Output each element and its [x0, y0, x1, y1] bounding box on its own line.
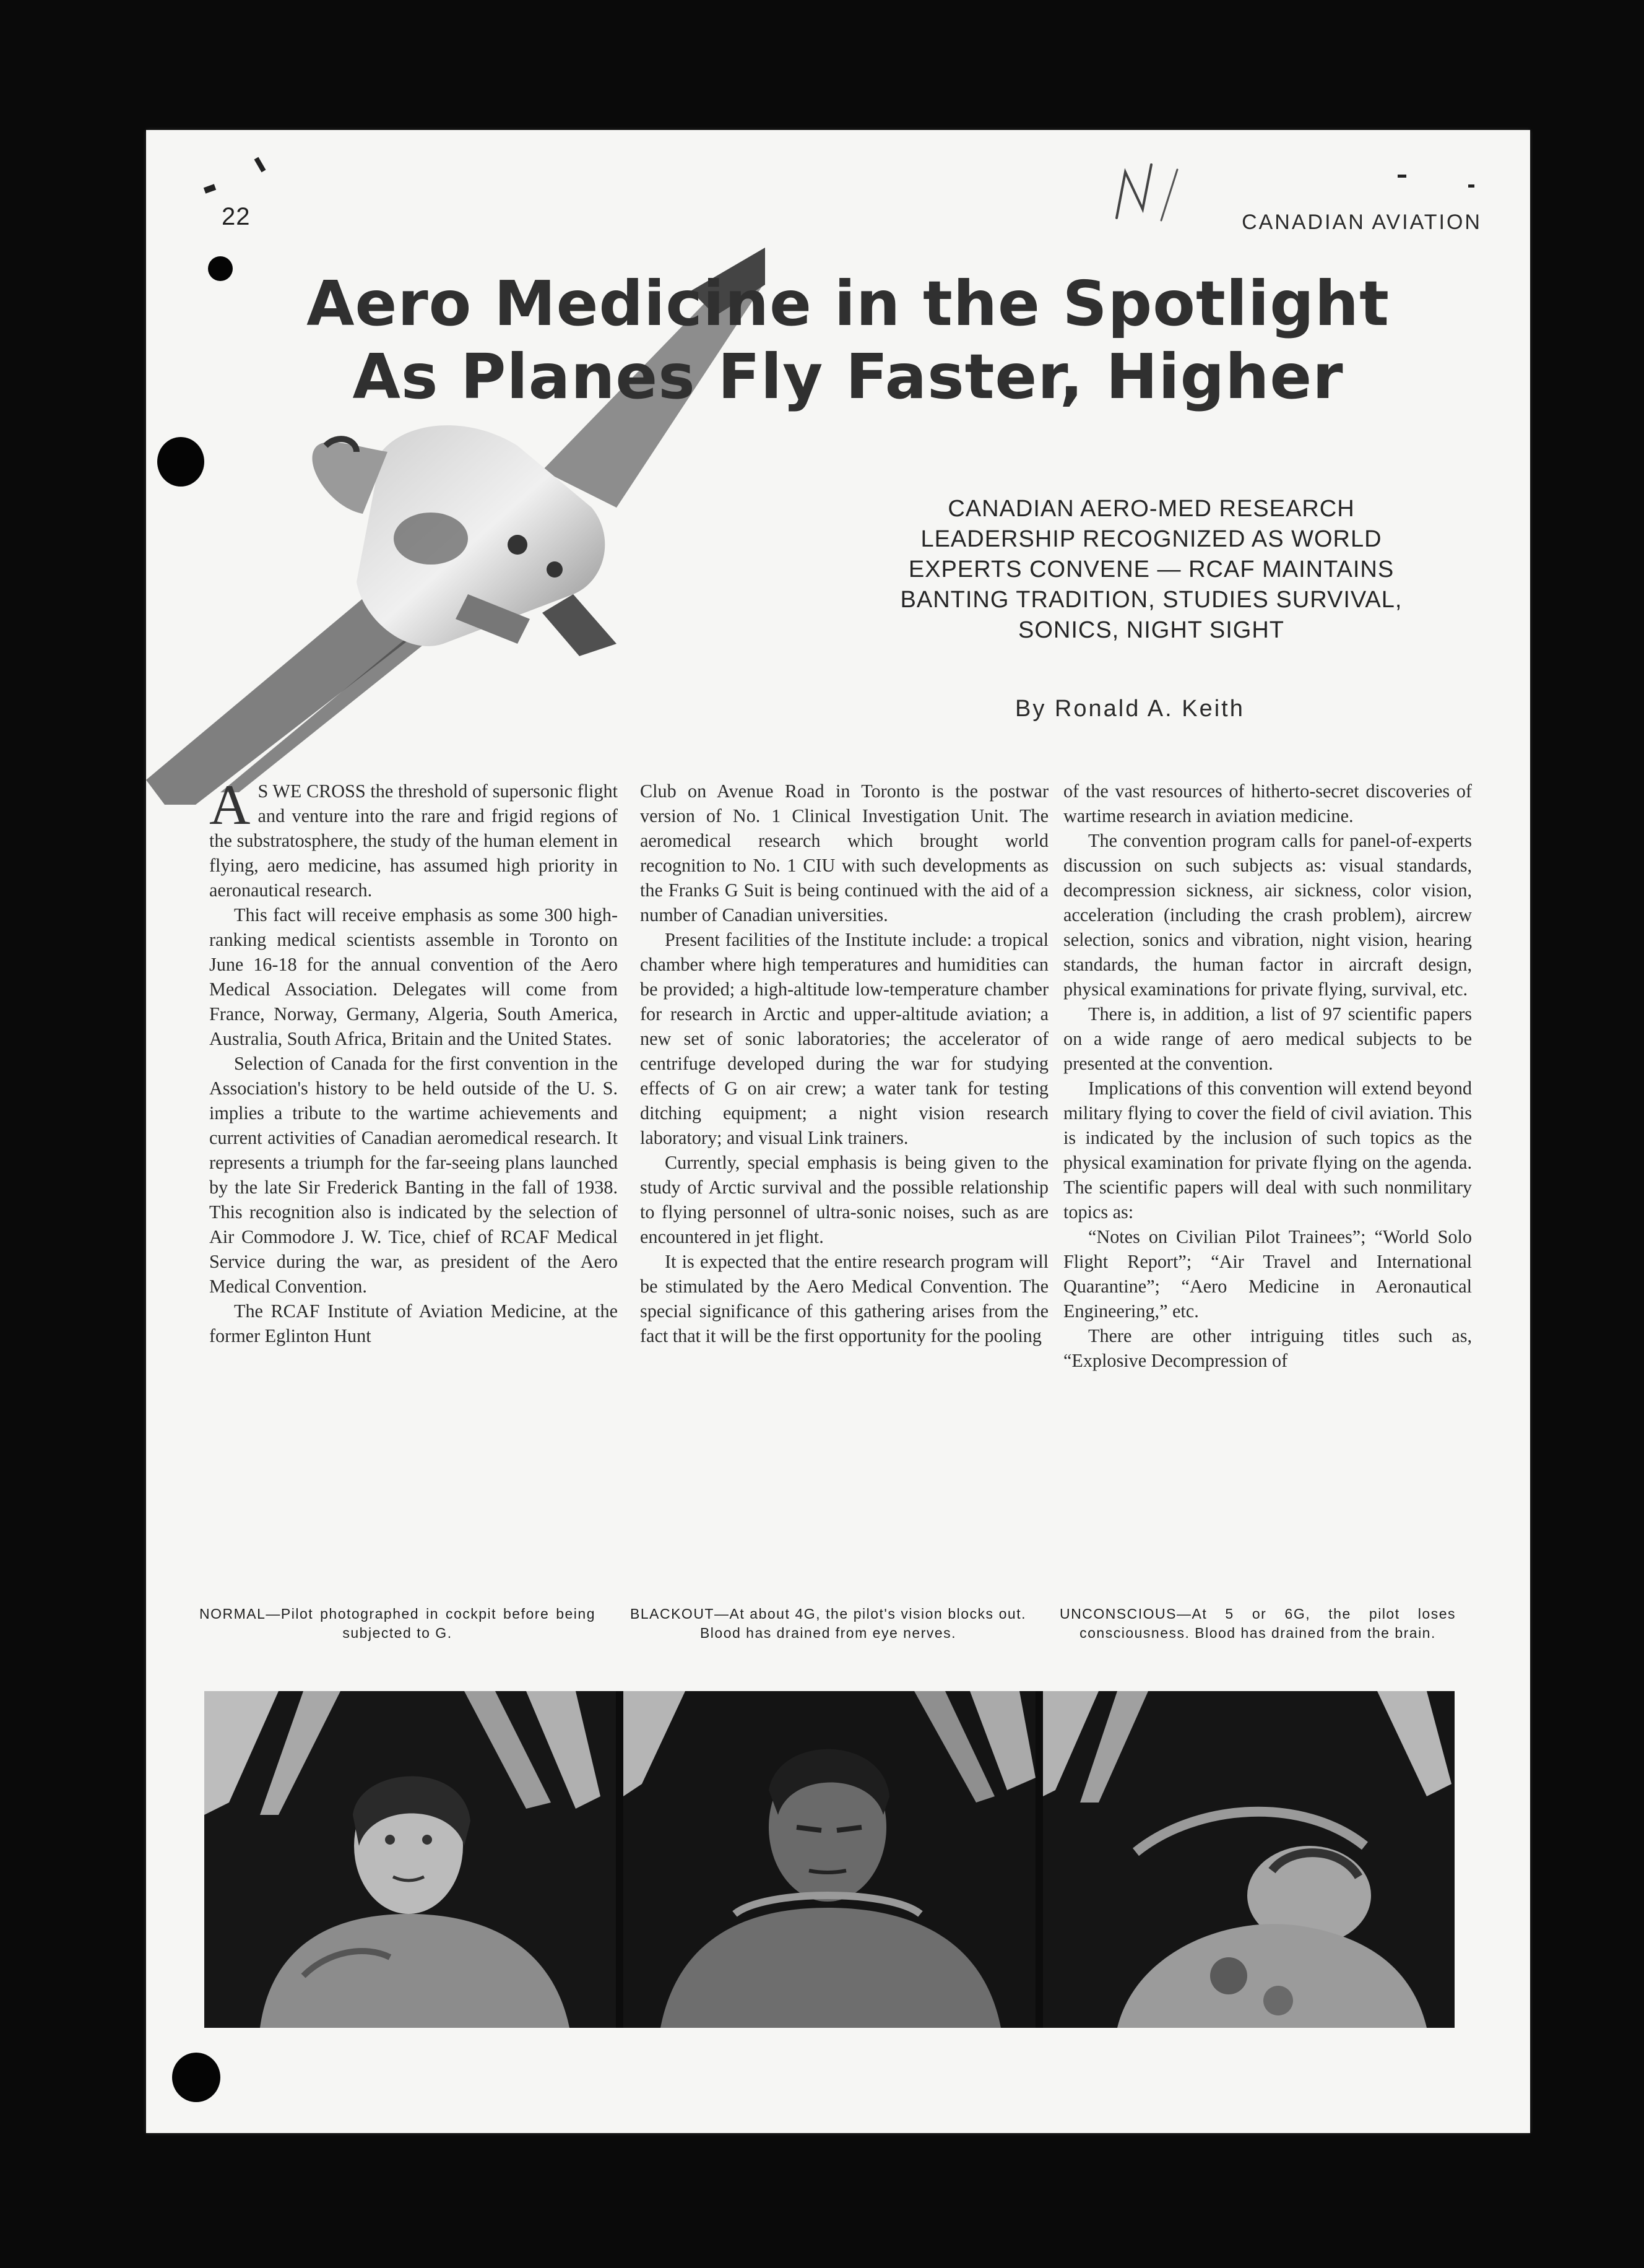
paragraph: Selection of Canada for the first convention in the Association's history to be held outside of the U. S. implies a tribute to the wartime achievements and current activities of Canadian aeromedical research. It represents a triumph for the far-seeing plans launched by the late Sir Frederick Banting in the fall of 1938. This recognition also is indicated by the selection of Air Commodore J. W. Tice, chief of RCAF Medical Service during the war, as president of the Aero Medical Convention.: [209, 1053, 618, 1297]
headline-line-1: Aero Medicine in the Spotlight: [306, 267, 1390, 340]
article-headline: [229, 267, 1467, 413]
paragraph-text: S WE CROSS the threshold of supersonic flight and venture into the rare and frigid regions of the substratosphere, the study of the human element in flying, aero medicine, has assumed high priority in aeronautical research.: [209, 781, 618, 901]
caption-blackout: BLACKOUT—At about 4G, the pilot's vision blocks out. Blood has drained from eye nerves.: [630, 1606, 1026, 1641]
paragraph: Implications of this convention will extend beyond military flying to cover the field of civil aviation. This is indicated by the inclusion of such topics as the physical examination for private flying on the agenda. The scientific papers will deal with such nonmilitary topics as:: [1063, 1078, 1472, 1223]
photo-unconscious: [1043, 1691, 1455, 2028]
photo-strip: [204, 1691, 1455, 2028]
scan-speck: [1468, 184, 1474, 188]
pencil-annotation-icon: [1108, 161, 1201, 223]
paragraph: The convention program calls for panel-of-experts discussion on such subjects as: visual standards, decompression sickness, air sickness, color vision, acceleration (including the crash problem), aircrew selection, sonics and vibration, night vision, hearing standards, the human factor in aircraft design, physical examinations for private flying, survival, etc.: [1063, 830, 1472, 1000]
paragraph: There are other intriguing titles such as, “Explosive Decompression of: [1063, 1325, 1472, 1371]
drop-cap: A: [209, 779, 251, 836]
article-column-1: [209, 779, 618, 1577]
paragraph: Currently, special emphasis is being given to the study of Arctic survival and the possible relationship to flying personnel of ultra-sonic noises, such as are encountered in jet flight.: [640, 1152, 1049, 1247]
paragraph: This fact will receive emphasis as some 300 high-ranking medical scientists assemble in Toronto on June 16-18 for the annual convention of the Aero Medical Association. Delegates will come from France, Norway, Germany, Algeria, South America, Australia, South Africa, Britain and the United States.: [209, 904, 618, 1049]
article-byline: By Ronald A. Keith: [1015, 696, 1245, 722]
paragraph: Club on Avenue Road in Toronto is the postwar version of No. 1 Clinical Investigation Unit. The aeromedical research which brought world recognition to No. 1 CIU with such developments as the Franks G Suit is being continued with the aid of a number of Canadian universities.: [640, 781, 1049, 925]
scan-speck: [1398, 175, 1406, 178]
photo-blackout: [623, 1691, 1035, 2028]
paragraph: “Notes on Civilian Pilot Trainees”; “World Solo Flight Report”; “Air Travel and International Quarantine”; “Aero Medicine in Aeronautical Engineering,” etc.: [1063, 1226, 1472, 1322]
caption-normal: NORMAL—Pilot photographed in cockpit before being subjected to G.: [199, 1606, 595, 1641]
headline-line-2: As Planes Fly Faster, Higher: [352, 340, 1344, 413]
article-column-2: [640, 779, 1049, 1577]
paragraph: It is expected that the entire research program will be stimulated by the Aero Medical Convention. The special significance of this gathering arises from the fact that it will be the first opportunity for the pooling: [640, 1251, 1049, 1346]
article-column-3: [1063, 779, 1472, 1577]
caption-unconscious: UNCONSCIOUS—At 5 or 6G, the pilot loses consciousness. Blood has drained from the brain.: [1060, 1606, 1456, 1641]
photo-normal: [204, 1691, 616, 2028]
paragraph: [209, 779, 618, 902]
punch-hole-bottom: [172, 2053, 220, 2102]
paragraph: The RCAF Institute of Aviation Medicine, at the former Eglinton Hunt: [209, 1301, 618, 1346]
article-deck: CANADIAN AERO-MED RESEARCH LEADERSHIP RECOGNIZED AS WORLD EXPERTS CONVENE — RCAF MAINTAINS BANTING TRADITION, STUDIES SURVIVAL, SONICS, NIGHT SIGHT: [900, 496, 1403, 643]
magazine-title: CANADIAN AVIATION: [1242, 210, 1482, 234]
paragraph: of the vast resources of hitherto-secret discoveries of wartime research in aviation medicine.: [1063, 781, 1472, 826]
paragraph: Present facilities of the Institute include: a tropical chamber where high temperatures and humidities can be provided; a high-altitude low-temperature chamber for research in Arctic and upper-altitude aviation; a new set of sonic laboratories; the accelerator of centrifuge developed during the war for studying effects of G on air crew; a water tank for testing ditching equipment; a night vision research laboratory; and visual Link trainers.: [640, 929, 1049, 1148]
page-number: 22: [222, 203, 251, 230]
paragraph: There is, in addition, a list of 97 scientific papers on a wide range of aero medical subjects to be presented at the convention.: [1063, 1003, 1472, 1074]
